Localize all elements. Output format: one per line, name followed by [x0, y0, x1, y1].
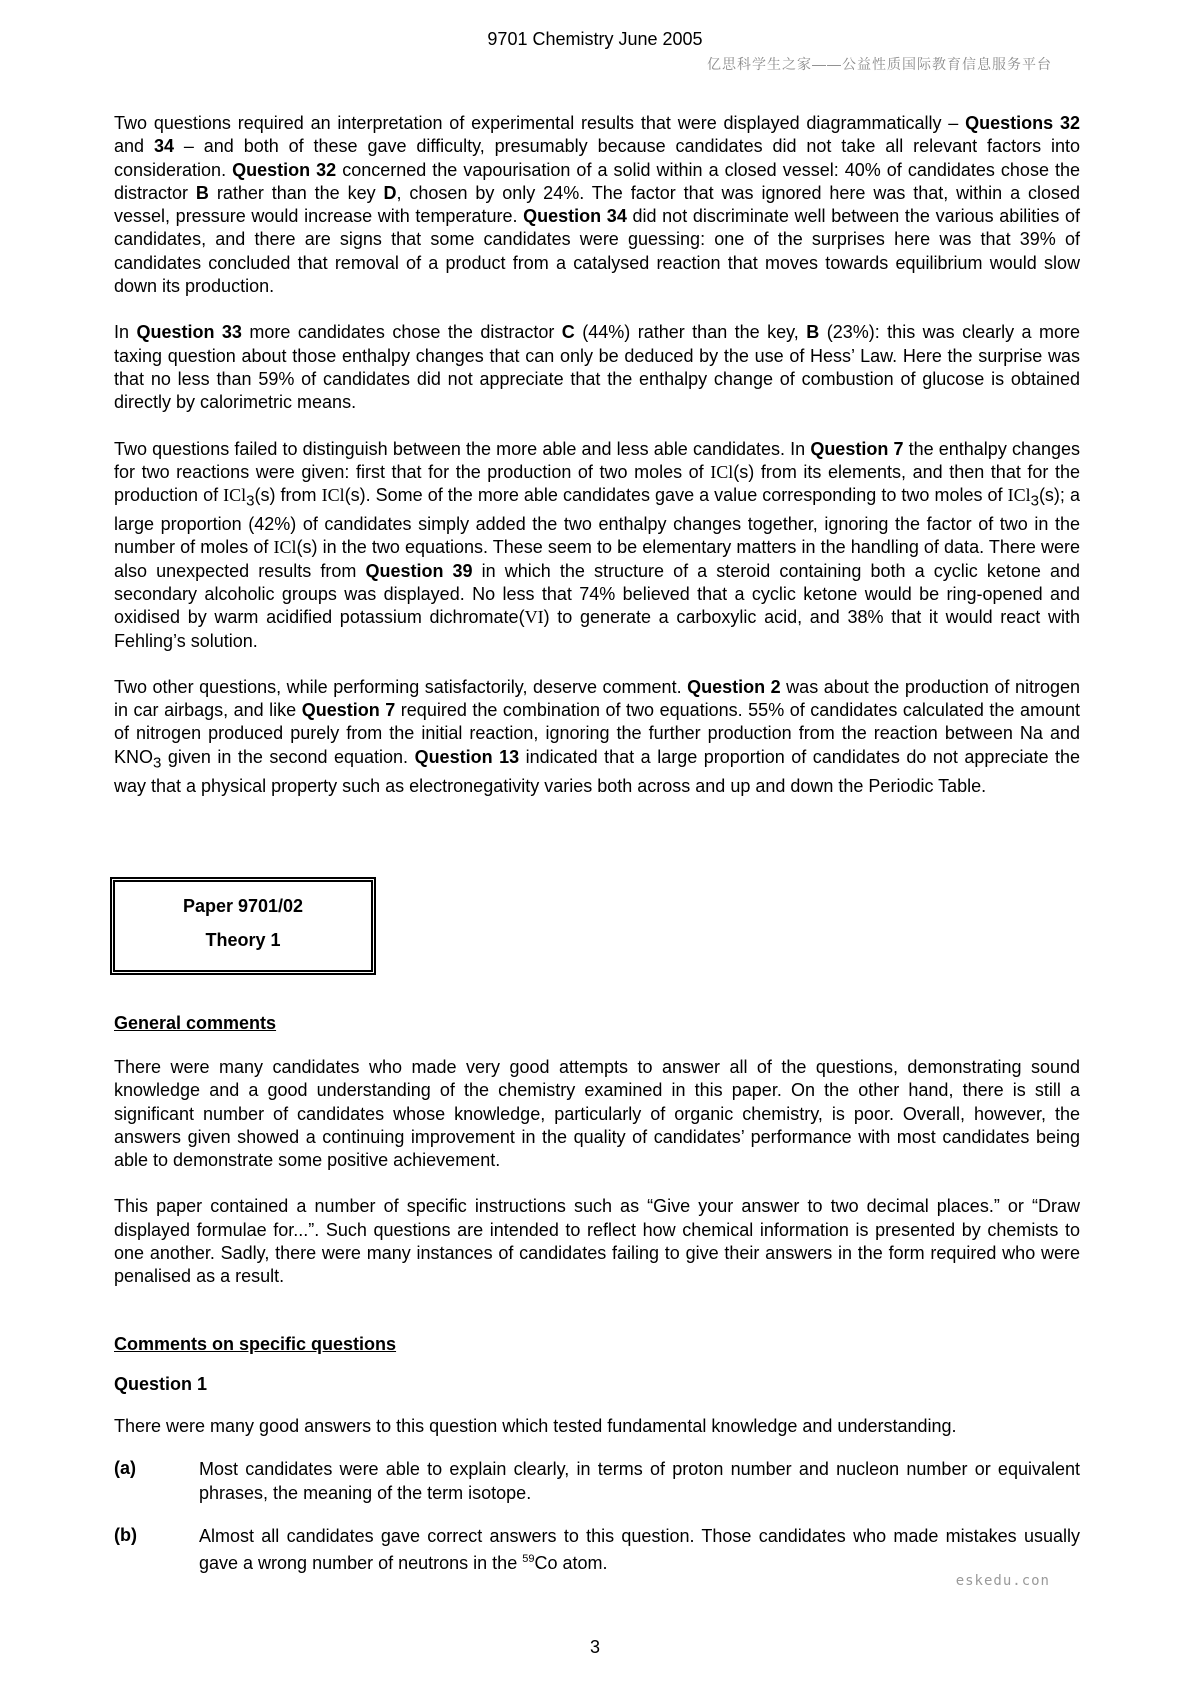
question-1-intro: There were many good answers to this question which tested fundamental knowledge and understanding. — [114, 1416, 957, 1436]
paragraph-question-33: In Question 33 more candidates chose the distractor C (44%) rather than the key, B (23%): this was clearly a more taxing question about those enthalpy changes that can only be deduced by the use of Hess’ Law. Here the surprise was that no less than 59% of candidates did not appreciate that the enthalpy change of combustion of glucose is obtained directly by calorimetric means. — [114, 322, 1081, 413]
general-comments-section — [114, 1013, 1080, 1289]
paragraph-questions-7-39: Two questions failed to distinguish between the more able and less able candidates. In Question 7 the enthalpy changes for two reactions were given: first that for the production of two moles of ICl(s) from its elements, and then that for the production of ICl$_3$(s) from ICl(s). Some of the more able candidates gave a value corresponding to two moles of ICl$_3$(s); a large proportion (42%) of candidates simply added the two enthalpy changes together, ignoring the factor of two in the number of moles of ICl(s) in the two equations. These seem to be elementary matters in the handling of data. There were also unexpected results from Question 39 in which the structure of a steroid containing both a cyclic ketone and secondary alcoholic groups was displayed. No less that 74% believed that a cyclic ketone would be ring-opened and oxidised by warm acidified potassium dichromate(VI) to generate a carboxylic acid, and 38% that it would react with Fehling’s solution. — [114, 438, 1081, 651]
question-1-part-a — [114, 1458, 1080, 1505]
watermark: eskedu.con — [955, 1573, 1050, 1589]
paragraph-questions-2-13: Two other questions, while performing satisfactorily, deserve comment. Question 2 was about the production of nitrogen in car airbags, and like Question 7 required the combination of two equations. 55% of candidates calculated the amount of nitrogen produced purely from the initial reaction, ignoring the further production from the reaction between Na and $KNO_3$ given in the second equation. Question 13 indicated that a large proportion of candidates do not appreciate the way that a physical property such as electronegativity varies both across and up and down the Periodic Table. — [114, 676, 1081, 796]
report-body-top — [114, 112, 1080, 798]
general-comments-heading: General comments — [114, 1013, 277, 1033]
page-header-subtitle: 亿思科学生之家——公益性质国际教育信息服务平台 — [707, 56, 1052, 72]
page-number: 3 — [589, 1637, 600, 1657]
paper-name: Theory 1 — [205, 930, 281, 950]
part-a-label: (a) — [114, 1458, 136, 1479]
paragraph-questions-32-34: Two questions required an interpretation of experimental results that were displayed diagrammatically – Questions 32 and 34 – and both of these gave difficulty, presumably because candidates did not take all relevant factors into consideration. Question 32 concerned the vapourisation of a solid within a closed vessel: 40% of candidates chose the distractor B rather than the key D, chosen by only 24%. The factor that was ignored here was that, within a closed vessel, pressure would increase with temperature. Question 34 did not discriminate well between the various abilities of candidates, and there are signs that some candidates were guessing: one of the surprises here was that 39% of candidates concluded that removal of a product from a catalysed reaction that moves towards equilibrium would slow down its production. — [114, 113, 1081, 297]
part-b-text: Almost all candidates gave correct answers to this question. Those candidates who made mistakes usually gave a wrong number of neutrons in the $^{59}$Co atom. — [199, 1525, 1080, 1574]
paper-code: Paper 9701/02 — [182, 896, 304, 916]
paper-title-box — [110, 877, 376, 975]
question-1-part-b — [114, 1525, 1080, 1576]
question-1-heading: Question 1 — [114, 1374, 208, 1394]
general-comments-paragraph-2: This paper contained a number of specific instructions such as “Give your answer to two decimal places.” or “Draw displayed formulae for...”. Such questions are intended to reflect how chemical information is presented by chemists to one another. Sadly, there were many instances of candidates failing to give their answers in the form required who were penalised as a result. — [114, 1196, 1080, 1287]
part-a-text: Most candidates were able to explain clearly, in terms of proton number and nucleon number or equivalent phrases, the meaning of the term isotope. — [199, 1459, 1080, 1503]
specific-comments-section — [114, 1334, 1080, 1575]
page-header-title: 9701 Chemistry June 2005 — [487, 29, 703, 49]
specific-comments-heading: Comments on specific questions — [114, 1334, 397, 1354]
general-comments-paragraph-1: There were many candidates who made very good attempts to answer all of the questions, demonstrating sound knowledge and a good understanding of the chemistry examined in this paper. On the other hand, there is still a significant number of candidates whose knowledge, particularly of organic chemistry, is poor. Overall, however, the answers given showed a continuing improvement in the quality of candidates’ performance with most candidates being able to demonstrate some positive achievement. — [114, 1057, 1080, 1171]
part-b-label: (b) — [114, 1524, 137, 1545]
